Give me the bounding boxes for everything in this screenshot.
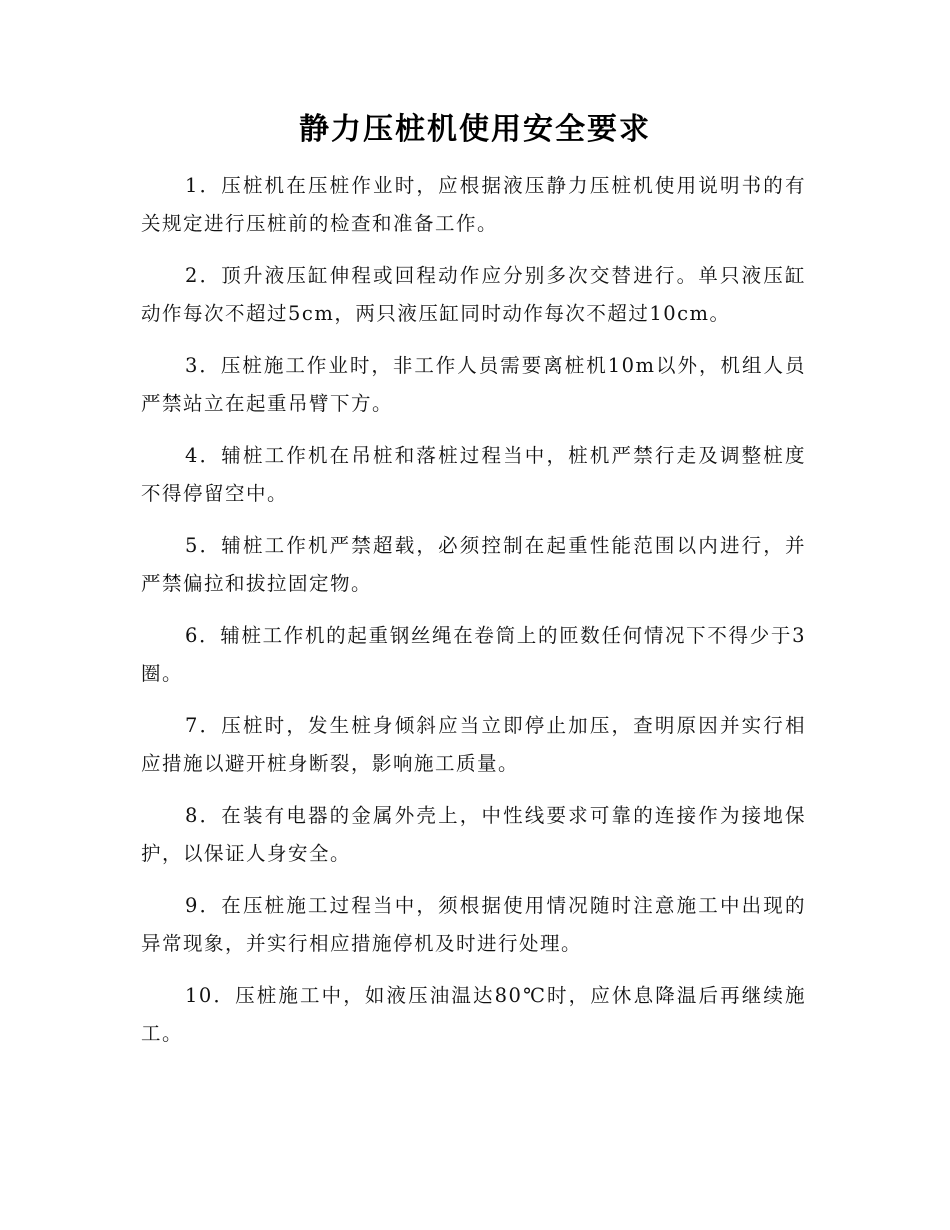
list-item: 9．在压桩施工过程当中，须根据使用情况随时注意施工中出现的异常现象，并实行相应措施停机及时进行处理。 <box>141 894 806 955</box>
document-body <box>141 167 806 1067</box>
list-item: 8．在装有电器的金属外壳上，中性线要求可靠的连接作为接地保护，以保证人身安全。 <box>141 804 806 865</box>
list-item: 3．压桩施工作业时，非工作人员需要离桩机10m以外，机组人员严禁站立在起重吊臂下方。 <box>141 354 806 415</box>
list-item: 5．辅桩工作机严禁超载，必须控制在起重性能范围以内进行，并严禁偏拉和拔拉固定物。 <box>141 534 806 595</box>
document-title: 静力压桩机使用安全要求 <box>299 112 651 147</box>
list-item: 1．压桩机在压桩作业时，应根据液压静力压桩机使用说明书的有关规定进行压桩前的检查和准备工作。 <box>141 174 806 235</box>
list-item: 10．压桩施工中，如液压油温达80℃时，应休息降温后再继续施工。 <box>141 984 806 1045</box>
list-item: 2．顶升液压缸伸程或回程动作应分别多次交替进行。单只液压缸动作每次不超过5cm，两只液压缸同时动作每次不超过10cm。 <box>141 264 806 325</box>
list-item: 7．压桩时，发生桩身倾斜应当立即停止加压，查明原因并实行相应措施以避开桩身断裂，影响施工质量。 <box>141 714 806 775</box>
list-item: 6．辅桩工作机的起重钢丝绳在卷筒上的匝数任何情况下不得少于3圈。 <box>141 624 806 685</box>
list-item: 4．辅桩工作机在吊桩和落桩过程当中，桩机严禁行走及调整桩度不得停留空中。 <box>141 444 806 505</box>
